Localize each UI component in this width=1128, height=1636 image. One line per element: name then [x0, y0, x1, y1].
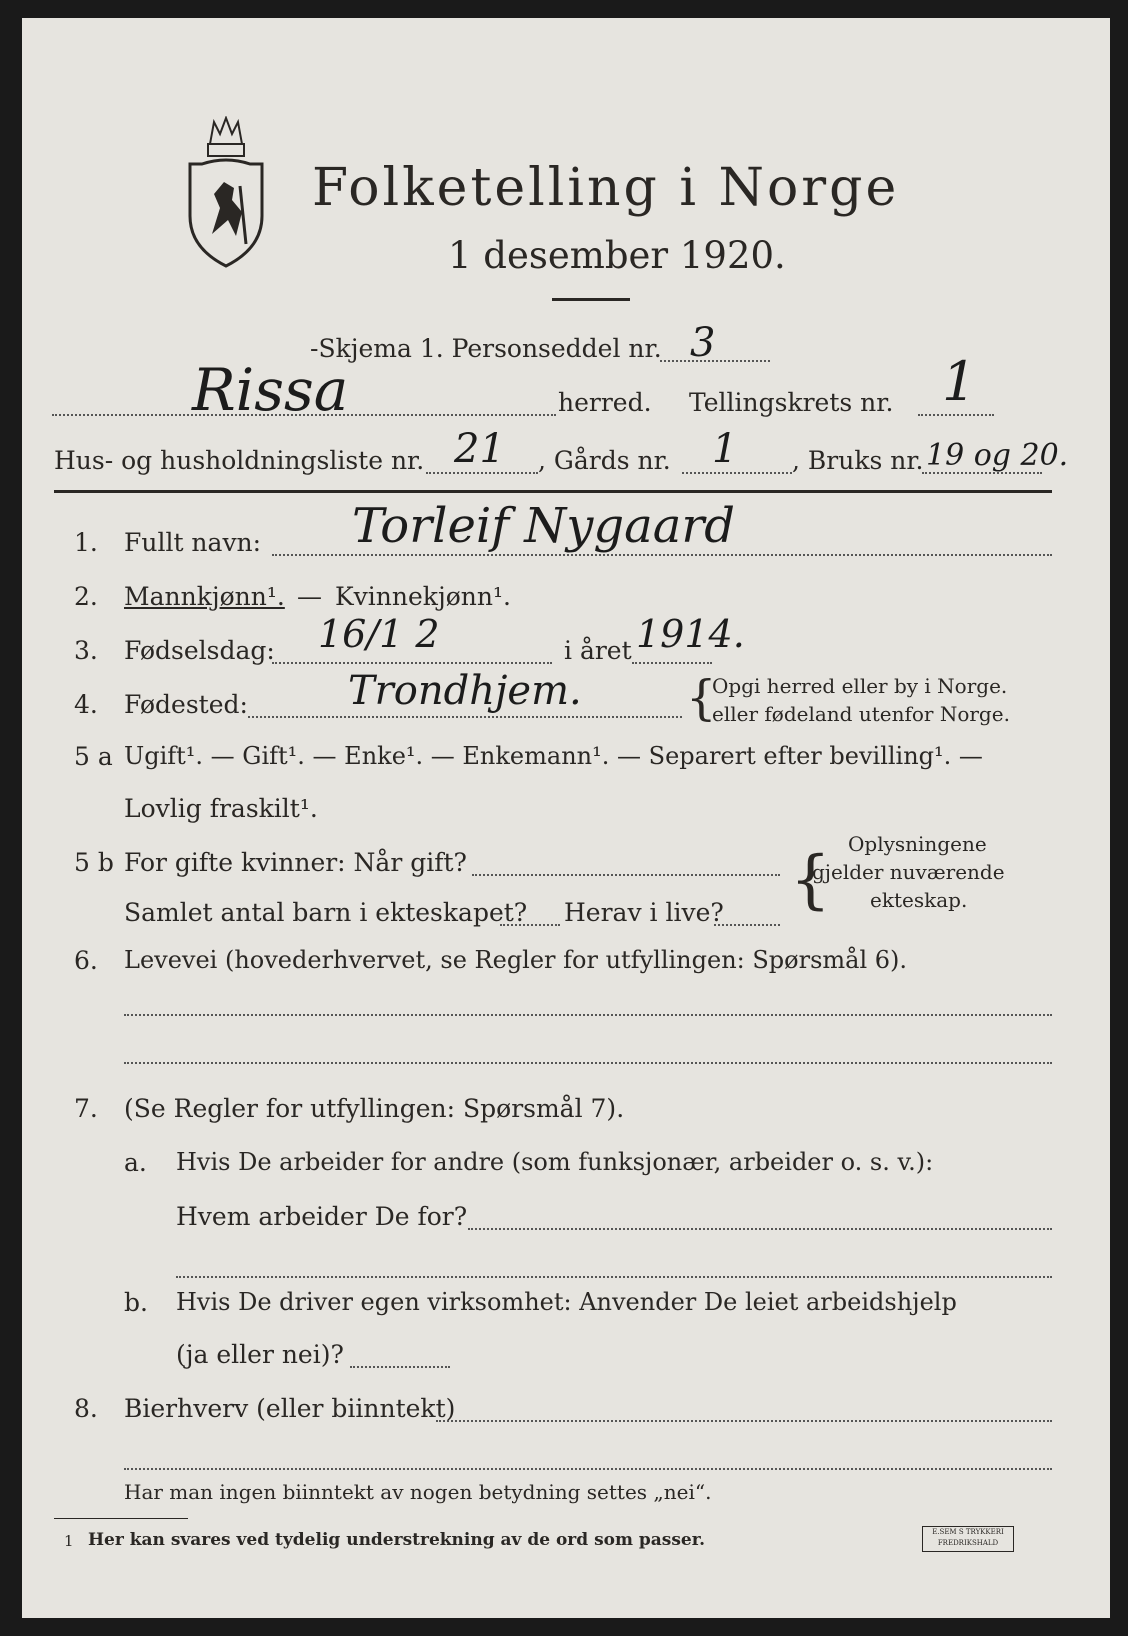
form-title: Folketelling i Norge — [312, 158, 900, 218]
q4-note-1: Opgi herred eller by i Norge. — [712, 674, 1008, 698]
q1-line — [272, 554, 1052, 556]
q7b-label: Hvis De driver egen virksomhet: Anvender De leiet arbeidshjelp — [176, 1288, 957, 1316]
printer-stamp: E.SEM S TRYKKERI FREDRIKSHALD — [922, 1526, 1014, 1552]
q7-label: (Se Regler for utfyllingen: Spørsmål 7). — [124, 1094, 625, 1123]
q3-year-label: i året — [564, 636, 632, 665]
q5b-married-line — [472, 874, 780, 876]
q1-label: Fullt navn: — [124, 528, 262, 557]
q5b-brace: { — [790, 843, 831, 917]
q2-female-option[interactable]: Kvinnekjønn¹. — [335, 582, 511, 611]
bruks-value[interactable]: 19 og 20. — [926, 438, 1069, 473]
q5b-alive-label: Herav i live? — [564, 898, 724, 927]
q5b-label: For gifte kvinner: Når gift? — [124, 848, 467, 877]
herred-line — [52, 414, 556, 416]
q4-label: Fødested: — [124, 690, 248, 719]
q1-number: 1. — [74, 528, 98, 557]
q4-value[interactable]: Trondhjem. — [348, 668, 582, 714]
q4-note-2: eller fødeland utenfor Norge. — [712, 702, 1010, 726]
q8-label: Bierhverv (eller biinntekt) — [124, 1394, 456, 1423]
q6-number: 6. — [74, 946, 98, 975]
q8-line-2 — [124, 1468, 1052, 1470]
q5b-note-2: gjelder nuværende — [812, 860, 1005, 884]
q6-line-2 — [124, 1062, 1052, 1064]
gards-value[interactable]: 1 — [712, 426, 738, 472]
q5b-number: 5 b — [74, 848, 114, 877]
q3-label: Fødselsdag: — [124, 636, 275, 665]
header-rule — [54, 490, 1052, 493]
q7-number: 7. — [74, 1094, 98, 1123]
q6-label: Levevei (hovederhvervet, se Regler for utfyllingen: Spørsmål 6). — [124, 946, 908, 974]
tellingskrets-line — [918, 414, 994, 416]
q4-brace: { — [686, 670, 717, 726]
skjema-label: -Skjema 1. Personseddel nr. — [310, 334, 662, 363]
personseddel-number[interactable]: 3 — [690, 320, 716, 366]
q7a-letter: a. — [124, 1148, 147, 1177]
q3-number: 3. — [74, 636, 98, 665]
q7b-letter: b. — [124, 1288, 148, 1317]
husliste-value[interactable]: 21 — [454, 426, 505, 472]
herred-value[interactable]: Rissa — [192, 356, 349, 424]
bruks-label: , Bruks nr. — [792, 446, 924, 475]
census-form-page — [22, 18, 1110, 1618]
q4-number: 4. — [74, 690, 98, 719]
q3-year-line — [632, 662, 712, 664]
husliste-line — [426, 472, 538, 474]
q2-separator: — — [297, 582, 322, 611]
q3-value[interactable]: 16/1 2 — [318, 612, 440, 656]
q7a-line-1 — [468, 1228, 1052, 1230]
gards-label: , Gårds nr. — [538, 446, 671, 475]
q3-line — [272, 662, 552, 664]
q7b-line — [350, 1366, 450, 1368]
q7a-employer-label: Hvem arbeider De for? — [176, 1202, 468, 1231]
q3-year-value[interactable]: 1914. — [636, 612, 745, 656]
q5b-note-1: Oplysningene — [848, 832, 987, 856]
q2-number: 2. — [74, 582, 98, 611]
husliste-label: Hus- og husholdningsliste nr. — [54, 446, 425, 475]
tellingskrets-value[interactable]: 1 — [942, 350, 977, 413]
tellingskrets-label: Tellingskrets nr. — [689, 388, 894, 417]
q5a-options[interactable]: Ugift¹. — Gift¹. — Enke¹. — Enkemann¹. — Separert efter bevilling¹. — — [124, 742, 983, 770]
q8-line-1 — [436, 1420, 1052, 1422]
q5a-number: 5 a — [74, 742, 113, 771]
footnote-rule — [54, 1518, 188, 1519]
q7a-line-2 — [176, 1276, 1052, 1278]
q5b-children-label: Samlet antal barn i ekteskapet? — [124, 898, 528, 927]
title-divider — [552, 298, 630, 301]
herred-label: herred. — [558, 388, 652, 417]
q8-number: 8. — [74, 1394, 98, 1423]
q7b-label-2: (ja eller nei)? — [176, 1340, 344, 1369]
q7a-label: Hvis De arbeider for andre (som funksjonær, arbeider o. s. v.): — [176, 1148, 934, 1176]
q2-male-option[interactable]: Mannkjønn¹. — [124, 582, 285, 611]
footnote-marker: 1 — [64, 1532, 74, 1550]
census-date: 1 desember 1920. — [448, 234, 786, 277]
biinntekt-note: Har man ingen biinntekt av nogen betydning settes „nei“. — [124, 1480, 712, 1504]
footnote-text: Her kan svares ved tydelig understrekning av de ord som passer. — [88, 1530, 706, 1550]
gards-line — [682, 472, 792, 474]
q5b-children-line — [500, 924, 560, 926]
q1-value[interactable]: Torleif Nygaard — [352, 498, 736, 554]
coat-of-arms-icon — [180, 116, 272, 268]
q4-line — [248, 716, 682, 718]
q5b-note-3: ekteskap. — [870, 888, 968, 912]
q5a-options-2[interactable]: Lovlig fraskilt¹. — [124, 794, 318, 823]
q6-line-1 — [124, 1014, 1052, 1016]
q5b-alive-line — [714, 924, 780, 926]
